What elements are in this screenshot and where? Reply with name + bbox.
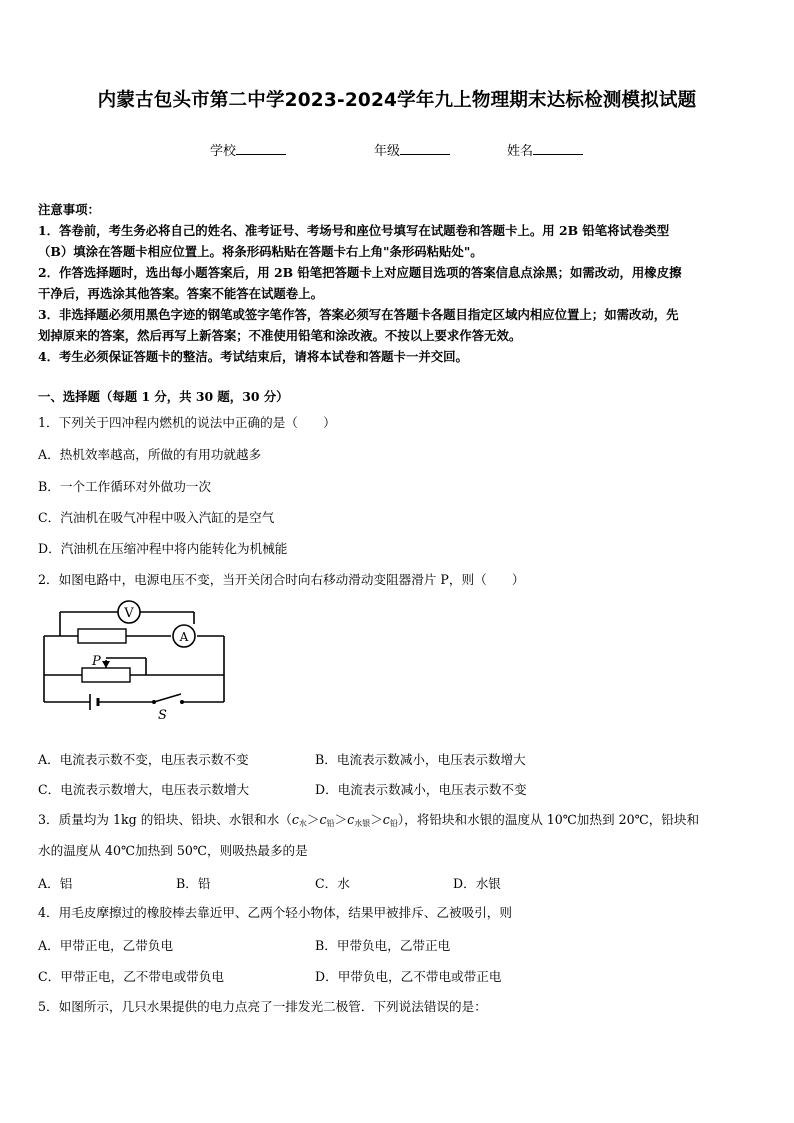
name-blank[interactable]	[533, 142, 583, 155]
page-title: 内蒙古包头市第二中学2023-2024学年九上物理期末达标检测模拟试题	[97, 90, 697, 111]
q2-option-b: B．电流表示数减小，电压表示数增大	[315, 752, 526, 767]
notice-item-3b: 划掉原来的答案，然后再写上新答案；不准使用铅笔和涂改液。不按以上要求作答无效。	[38, 328, 522, 343]
q3-option-b: B．铅	[176, 876, 211, 891]
q3-gt-2: ＞	[334, 812, 348, 827]
q3-stem-line1	[38, 811, 699, 833]
q2-option-c: C．电流表示数增大，电压表示数增大	[38, 782, 250, 797]
notice-item-4: 4．考生必须保证答题卡的整洁。考试结束后，请将本试卷和答题卡一并交回。	[38, 349, 468, 364]
q1-stem: 1．下列关于四冲程内燃机的说法中正确的是（ ）	[38, 415, 336, 430]
name-label: 姓名	[507, 144, 534, 159]
q3-c-mercury: c	[347, 812, 355, 827]
q2-circuit-diagram	[36, 598, 236, 720]
notice-item-2a: 2．作答选择题时，选出每小题答案后，用 2B 铅笔把答题卡上对应题目选项的答案信息点涂黑；如需改动，用橡皮擦	[38, 265, 682, 280]
q3-c-lead1: c	[319, 812, 327, 827]
q1-option-d: D．汽油机在压缩冲程中将内能转化为机械能	[38, 541, 288, 556]
notice-item-1b: （B）填涂在答题卡相应位置上。将条形码粘贴在答题卡右上角"条形码粘贴处"。	[38, 244, 483, 259]
q3-gt-3: ＞	[370, 812, 383, 827]
section-heading: 一、选择题（每题 1 分，共 30 题，30 分）	[38, 389, 289, 404]
q2-option-a: A．电流表示数不变，电压表示数不变	[38, 752, 249, 767]
q3-option-d: D．水银	[453, 876, 501, 891]
q1-option-a: A．热机效率越高，所做的有用功就越多	[38, 447, 262, 462]
q1-option-c: C．汽油机在吸气冲程中吸入汽缸的是空气	[38, 510, 275, 525]
q3-c-water: c	[291, 812, 299, 827]
name-field	[507, 140, 583, 159]
q3-option-c: C．水	[315, 876, 350, 891]
q2-stem: 2．如图电路中，电源电压不变，当开关闭合时向右移动滑动变阻器滑片 P，则（ ）	[38, 572, 525, 587]
switch-label: S	[158, 708, 167, 720]
q3-sub-lead1: 铅	[326, 819, 335, 828]
grade-field	[374, 140, 450, 159]
notice-item-2b: 干净后，再选涂其他答案。答案不能答在试题卷上。	[38, 286, 323, 301]
notice-item-1a: 1．答卷前，考生务必将自己的姓名、准考证号、考场号和座位号填写在试题卷和答题卡上。用 2B 铅笔将试卷类型	[38, 223, 670, 238]
q4-stem: 4．用毛皮摩擦过的橡胶棒去靠近甲、乙两个轻小物体，结果甲被排斥、乙被吸引，则	[38, 905, 512, 920]
q4-option-b: B．甲带负电，乙带正电	[315, 938, 451, 953]
q3-sub-mercury: 水银	[354, 819, 371, 828]
notice-item-3a: 3．非选择题必须用黑色字迹的钢笔或签字笔作答，答案必须写在答题卡各题目指定区域内相应位置上；如需改动，先	[38, 307, 679, 322]
slider-label: P	[92, 654, 101, 669]
ammeter-label: A	[179, 630, 189, 644]
q3-gt-1: ＞	[306, 812, 320, 827]
q3-c-lead2: c	[382, 812, 390, 827]
grade-label: 年级	[374, 144, 401, 159]
q4-option-c: C．甲带正电，乙不带电或带负电	[38, 969, 224, 984]
q3-sub-water: 水	[298, 819, 307, 828]
q4-option-d: D．甲带负电，乙不带电或带正电	[315, 969, 502, 984]
q3-option-a: A．铝	[38, 876, 73, 891]
q4-option-a: A．甲带正电，乙带负电	[38, 938, 174, 953]
school-blank[interactable]	[236, 142, 286, 155]
q3-stem-pre: 3．质量均为 1kg 的铅块、铅块、水银和水（	[38, 812, 292, 827]
voltmeter-label: V	[124, 606, 134, 621]
school-field	[210, 140, 286, 159]
q3-stem-line2: 水的温度从 40℃加热到 50℃，则吸热最多的是	[38, 843, 308, 858]
q5-stem: 5．如图所示，几只水果提供的电力点亮了一排发光二极管．下列说法错误的是：	[38, 999, 487, 1014]
q3-stem-post: ），将铅块和水银的温度从 10℃加热到 20℃，铅块和	[397, 812, 700, 827]
school-label: 学校	[210, 144, 237, 159]
notice-heading: 注意事项：	[38, 202, 100, 217]
q3-sub-lead2: 铅	[389, 819, 398, 828]
q1-option-b: B．一个工作循环对外做功一次	[38, 479, 211, 494]
grade-blank[interactable]	[400, 142, 450, 155]
q2-option-d: D．电流表示数减小，电压表示数不变	[315, 782, 527, 797]
